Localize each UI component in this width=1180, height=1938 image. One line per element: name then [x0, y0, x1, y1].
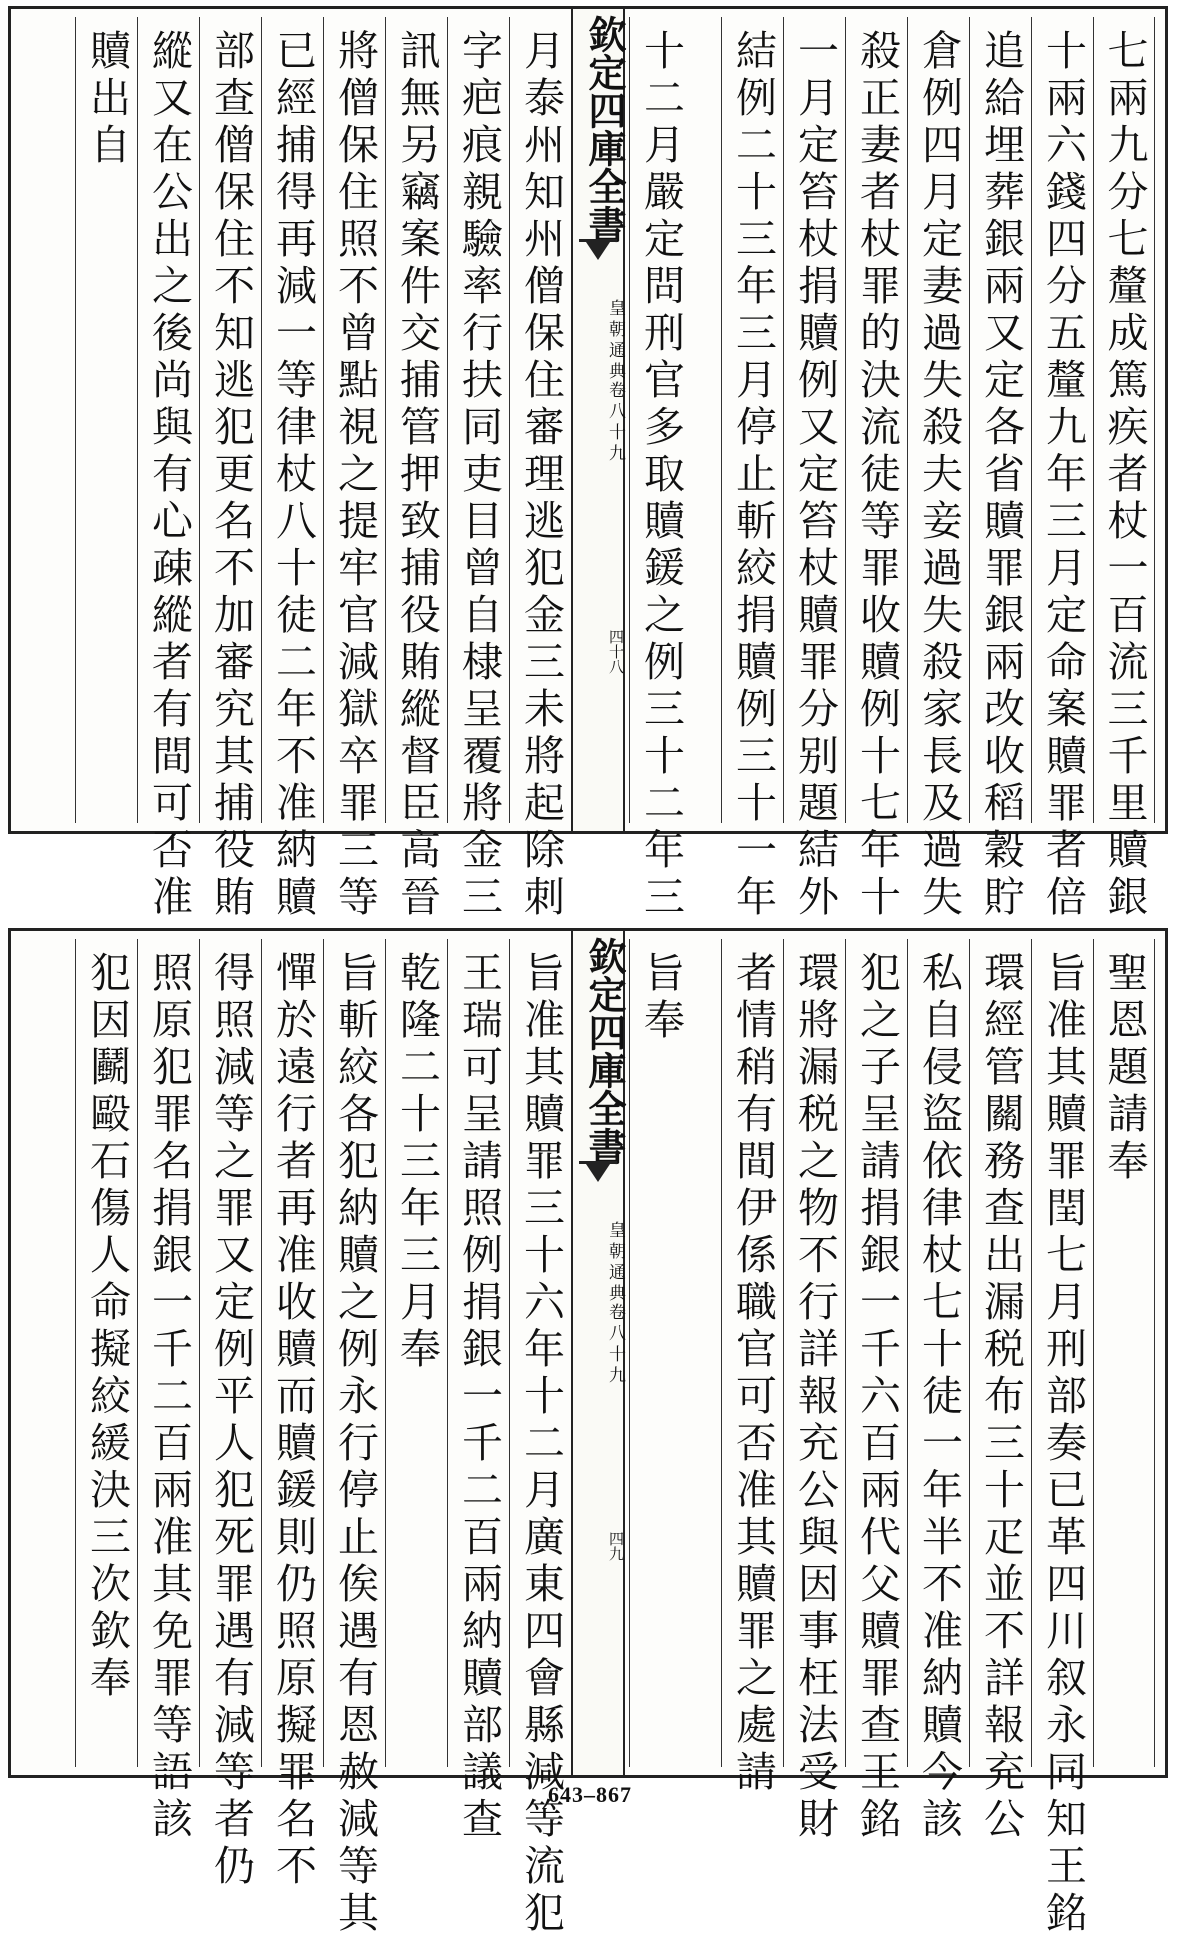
text-column: 部查僧保住不知逃犯更名不加審究其捕役賄	[199, 17, 261, 823]
text-column: 乾隆二十三年三月奉	[385, 939, 447, 1767]
text-column: 旨斬絞各犯納贖之例永行停止俟遇有恩赦減等其	[323, 939, 385, 1767]
text-column: 一月定笞杖捐贖例又定笞杖贖罪分别題結外	[783, 17, 845, 823]
sub-title: 皇朝通典	[605, 1221, 625, 1305]
page-gutter	[571, 9, 625, 831]
text-column: 字疤痕親驗率行扶同吏目曾自棣呈覆將金三	[447, 17, 509, 823]
text-column: 殺正妻者杖罪的決流徒等罪收贖例十七年十	[845, 17, 907, 823]
text-column: 訊無另竊案件交捕管押致捕役賄縱督臣高晉	[385, 17, 447, 823]
text-column: 旨准其贖罪三十六年十二月廣東四會縣減等流犯	[509, 939, 571, 1767]
volume-label: 卷八十九	[605, 381, 625, 465]
text-column: 十兩六錢四分五釐九年三月定命案贖罪者倍	[1031, 17, 1093, 823]
text-column: 七兩九分七釐成篤疾者杖一百流三千里贖銀	[1093, 17, 1155, 823]
text-column: 將僧保住照不曾點視之提牢官減獄卒罪三等	[323, 17, 385, 823]
text-column: 得照減等之罪又定例平人犯死罪遇有減等者仍	[199, 939, 261, 1767]
text-column: 者情稍有間伊係職官可否准其贖罪之處請	[721, 939, 783, 1767]
top-page	[8, 6, 1168, 922]
text-column: 犯之子呈請捐銀一千六百兩代父贖罪查王銘	[845, 939, 907, 1767]
text-column: 環經管關務查出漏税布三十疋並不詳報充公	[969, 939, 1031, 1767]
page-number: 四九	[607, 1531, 625, 1561]
volume-label: 卷八十九	[605, 1303, 625, 1387]
text-column: 旨奉	[629, 939, 691, 1767]
text-column: 憚於遠行者再准收贖而贖鍰則仍照原擬罪名不	[261, 939, 323, 1767]
text-column: 月泰州知州僧保住審理逃犯金三未將起除刺	[509, 17, 571, 823]
text-column: 照原犯罪名捐銀一千二百兩准其免罪等語該	[137, 939, 199, 1767]
text-column: 私自侵盜依律杖七十徒一年半不准納贖今該	[907, 939, 969, 1767]
text-column: 結例二十三年三月停止斬絞捐贖例三十一年	[721, 17, 783, 823]
text-column: 王瑞可呈請照例捐銀一千二百兩納贖部議查	[447, 939, 509, 1767]
page-number: 四十八	[607, 629, 625, 674]
text-column: 縱又在公出之後尚與有心疎縱者有間可否准	[137, 17, 199, 823]
text-column: 贖出自	[75, 17, 137, 823]
page-gutter	[571, 931, 625, 1775]
text-column: 追給埋葬銀兩又定各省贖罪銀兩改收稻穀貯	[969, 17, 1031, 823]
book-title: 欽定四庫全書	[582, 15, 627, 243]
text-column: 犯因鬬毆石傷人命擬絞緩決三次欽奉	[75, 939, 137, 1767]
book-title: 欽定四庫全書	[582, 937, 627, 1165]
text-column: 聖恩題請奉	[1093, 939, 1155, 1767]
text-column: 已經捕得再減一等律杖八十徒二年不准納贖	[261, 17, 323, 823]
text-column: 環將漏税之物不行詳報充公與因事枉法受財	[783, 939, 845, 1767]
text-column: 旨准其贖罪閏七月刑部奏已革四川叙永同知王銘	[1031, 939, 1093, 1767]
scan-page-reference: 643–867	[548, 1782, 632, 1807]
fish-tail-mark	[579, 239, 617, 282]
sub-title: 皇朝通典	[605, 299, 625, 383]
text-column: 十二月嚴定問刑官多取贖鍰之例三十二年三	[629, 17, 691, 823]
fish-tail-mark	[579, 1161, 617, 1204]
text-column: 倉例四月定妻過失殺夫妾過失殺家長及過失	[907, 17, 969, 823]
